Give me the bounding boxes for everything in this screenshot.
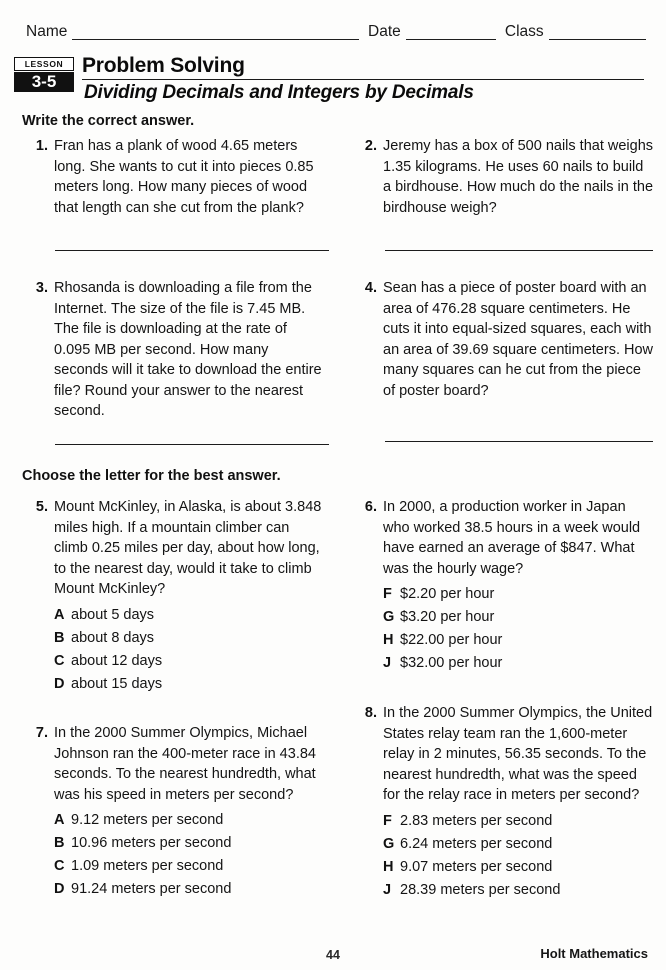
page-number: 44 bbox=[326, 948, 340, 962]
lesson-badge bbox=[14, 57, 74, 92]
choice-option[interactable] bbox=[54, 627, 326, 650]
choice-letter: G bbox=[383, 609, 395, 625]
problem-number: 5. bbox=[35, 499, 48, 515]
choice-letter: F bbox=[383, 586, 392, 602]
page-title: Problem Solving bbox=[82, 54, 245, 77]
directions-choose-letter: Choose the letter for the best answer. bbox=[22, 468, 281, 484]
problem-body bbox=[383, 703, 655, 902]
choice-option[interactable] bbox=[383, 810, 655, 833]
choice-letter: B bbox=[54, 629, 65, 646]
choice-option[interactable] bbox=[54, 855, 326, 878]
choice-letter: D bbox=[54, 881, 65, 897]
name-label: Name bbox=[26, 23, 68, 40]
choice-text: $3.20 per hour bbox=[400, 609, 495, 625]
choice-text: about 8 days bbox=[71, 629, 155, 646]
choice-letter: B bbox=[54, 835, 65, 851]
lesson-title-block bbox=[14, 54, 654, 109]
choice-option[interactable] bbox=[383, 833, 655, 856]
problem-body bbox=[54, 723, 326, 901]
problem-text: In 2000, a production worker in Japan who worked 38.5 hours in a week would have earned an average of $847. What was the hourly wage? bbox=[383, 499, 641, 577]
problem-6 bbox=[355, 497, 655, 675]
choice-text: about 15 days bbox=[71, 675, 163, 692]
choice-letter: J bbox=[383, 881, 392, 898]
choice-list bbox=[54, 809, 326, 901]
choice-letter: F bbox=[383, 812, 392, 829]
problem-text: Jeremy has a box of 500 nails that weighs 1.35 kilograms. He uses 60 nails to build a birdhouse. How much do the nails in the birdhouse weigh? bbox=[383, 138, 654, 216]
choice-option[interactable] bbox=[54, 878, 326, 901]
problem-5 bbox=[26, 497, 326, 696]
date-write-in-line[interactable] bbox=[406, 25, 496, 40]
class-write-in-line[interactable] bbox=[549, 25, 646, 40]
title-divider bbox=[82, 79, 644, 80]
problem-body bbox=[383, 497, 655, 675]
choice-letter: H bbox=[383, 858, 394, 875]
choice-letter: A bbox=[54, 606, 65, 623]
class-label: Class bbox=[504, 23, 544, 40]
lesson-badge-label: LESSON bbox=[14, 57, 74, 71]
choice-text: about 5 days bbox=[71, 606, 155, 623]
problem-text: In the 2000 Summer Olympics, the United States relay team ran the 1,600-meter relay in 2 minutes, 56.35 seconds. To the nearest hundredth, what was the speed for the relay race in meters per second? bbox=[383, 705, 653, 803]
lesson-badge-number: 3-5 bbox=[14, 72, 74, 92]
name-write-in-line[interactable] bbox=[72, 25, 359, 40]
choice-letter: H bbox=[383, 632, 394, 648]
choice-option[interactable] bbox=[54, 673, 326, 696]
choice-text: 28.39 meters per second bbox=[400, 881, 561, 898]
choice-option[interactable] bbox=[54, 832, 326, 855]
choice-option[interactable] bbox=[383, 629, 655, 652]
choice-text: 2.83 meters per second bbox=[400, 812, 553, 829]
choice-text: $22.00 per hour bbox=[400, 632, 503, 648]
choice-letter: J bbox=[383, 655, 392, 671]
choice-list bbox=[383, 583, 655, 675]
choice-option[interactable] bbox=[383, 606, 655, 629]
choice-text: about 12 days bbox=[71, 652, 163, 669]
page-subtitle: Dividing Decimals and Integers by Decimals bbox=[84, 82, 474, 103]
problem-number: 6. bbox=[364, 499, 377, 515]
choice-text: $2.20 per hour bbox=[400, 586, 495, 602]
choice-letter: G bbox=[383, 835, 395, 852]
problem-number: 4. bbox=[364, 280, 377, 296]
publisher-brand: Holt Mathematics bbox=[540, 946, 648, 961]
problem-1 bbox=[26, 136, 326, 218]
problem-text: Sean has a piece of poster board with an area of 476.28 square centimeters. He cuts it into equal-sized squares, each with an area of 39.69 square centimeters. How many squares can he cut from the piece of poster board? bbox=[383, 280, 654, 399]
choice-list bbox=[383, 810, 655, 902]
answer-line-2[interactable] bbox=[385, 250, 653, 251]
choice-text: 6.24 meters per second bbox=[400, 835, 553, 852]
choice-option[interactable] bbox=[383, 879, 655, 902]
answer-line-1[interactable] bbox=[55, 250, 329, 251]
directions-write-answer: Write the correct answer. bbox=[22, 113, 195, 129]
choice-letter: C bbox=[54, 858, 65, 874]
problem-text: In the 2000 Summer Olympics, Michael Johnson ran the 400-meter race in 43.84 seconds. To the nearest hundredth, what was his speed in meters per second? bbox=[54, 725, 316, 803]
problem-4 bbox=[355, 278, 655, 401]
choice-list bbox=[54, 604, 326, 696]
problem-number: 8. bbox=[364, 705, 377, 721]
choice-option[interactable] bbox=[383, 583, 655, 606]
choice-option[interactable] bbox=[383, 856, 655, 879]
problem-number: 2. bbox=[364, 138, 377, 154]
choice-option[interactable] bbox=[383, 652, 655, 675]
choice-text: 9.07 meters per second bbox=[400, 858, 553, 875]
choice-text: 1.09 meters per second bbox=[71, 858, 224, 874]
problem-text: Rhosanda is downloading a file from the Internet. The size of the file is 7.45 MB. The file is downloading at the rate of 0.095 MB per second. How many seconds will it take to download the entire file? Round your answer to the nearest second. bbox=[54, 280, 322, 419]
choice-option[interactable] bbox=[54, 650, 326, 673]
choice-option[interactable] bbox=[54, 604, 326, 627]
problem-7 bbox=[26, 723, 326, 901]
problem-number: 7. bbox=[35, 725, 48, 741]
problem-body bbox=[54, 497, 326, 696]
problem-number: 1. bbox=[35, 138, 48, 154]
choice-text: 10.96 meters per second bbox=[71, 835, 232, 851]
choice-letter: D bbox=[54, 675, 65, 692]
answer-line-3[interactable] bbox=[55, 444, 329, 445]
choice-text: 91.24 meters per second bbox=[71, 881, 232, 897]
problem-2 bbox=[355, 136, 655, 218]
choice-option[interactable] bbox=[54, 809, 326, 832]
date-label: Date bbox=[368, 23, 401, 40]
choice-letter: A bbox=[54, 812, 65, 828]
student-info-header bbox=[26, 18, 646, 40]
choice-text: $32.00 per hour bbox=[400, 655, 503, 671]
choice-letter: C bbox=[54, 652, 65, 669]
problem-8 bbox=[355, 703, 655, 902]
problem-number: 3. bbox=[35, 280, 48, 296]
choice-text: 9.12 meters per second bbox=[71, 812, 224, 828]
problem-text: Fran has a plank of wood 4.65 meters long. She wants to cut it into pieces 0.85 meters long. How many pieces of wood that length can she cut from the plank? bbox=[54, 138, 314, 216]
answer-line-4[interactable] bbox=[385, 441, 653, 442]
problem-3 bbox=[26, 278, 326, 422]
problem-text: Mount McKinley, in Alaska, is about 3.848 miles high. If a mountain climber can climb 0.25 miles per day, about how long, to the nearest day, would it take to climb Mount McKinley? bbox=[54, 499, 322, 597]
